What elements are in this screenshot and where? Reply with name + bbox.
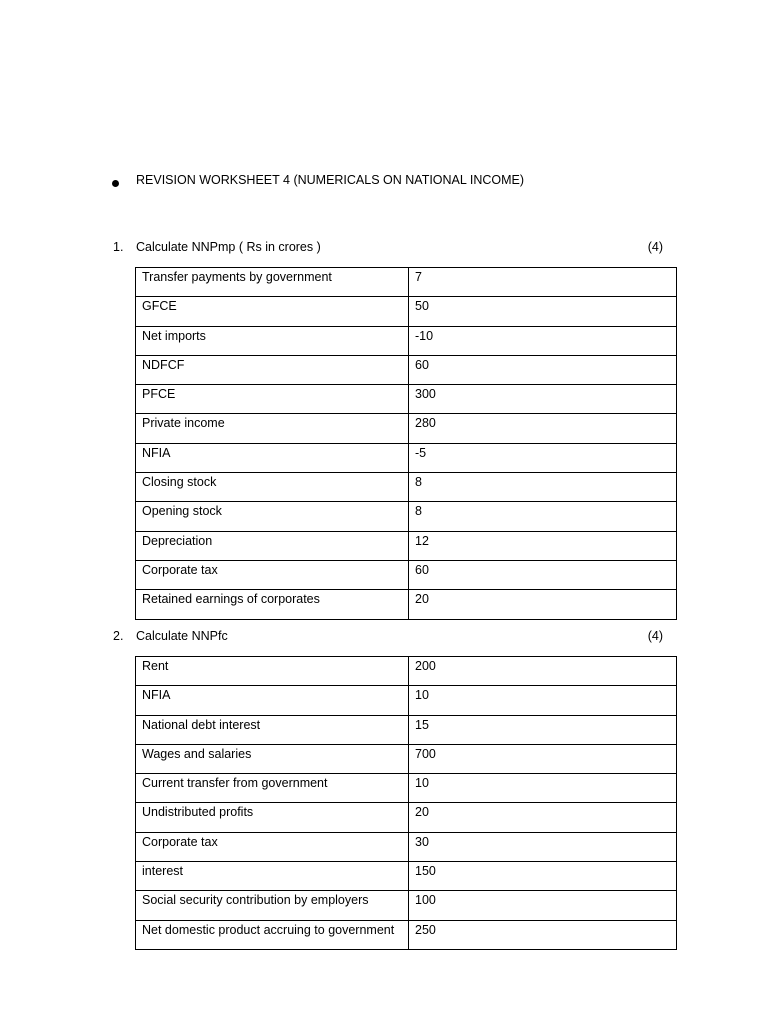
table-row — [136, 657, 677, 686]
item-value: 20 — [409, 803, 677, 832]
item-value: 10 — [409, 686, 677, 715]
item-label: Current transfer from government — [136, 774, 409, 803]
worksheet-title: REVISION WORKSHEET 4 (NUMERICALS ON NATIONAL INCOME) — [136, 173, 525, 187]
table-row — [136, 297, 677, 326]
item-label: PFCE — [136, 385, 409, 414]
question-2-table — [135, 656, 677, 950]
item-label: Closing stock — [136, 473, 409, 502]
item-label: Depreciation — [136, 531, 409, 560]
item-label: Net imports — [136, 326, 409, 355]
item-label: Corporate tax — [136, 832, 409, 861]
item-value: -5 — [409, 443, 677, 472]
item-label: GFCE — [136, 297, 409, 326]
table-row — [136, 774, 677, 803]
question-marks: (4) — [647, 240, 663, 254]
item-label: Opening stock — [136, 502, 409, 531]
item-label: NFIA — [136, 686, 409, 715]
item-value: 250 — [409, 920, 677, 949]
question-text: Calculate NNPfc — [136, 629, 228, 643]
table-row — [136, 686, 677, 715]
table-row — [136, 531, 677, 560]
question-marks: (4) — [647, 629, 663, 643]
item-label: NDFCF — [136, 355, 409, 384]
item-label: interest — [136, 862, 409, 891]
item-value: 8 — [409, 502, 677, 531]
item-value: 7 — [409, 268, 677, 297]
table-row — [136, 590, 677, 619]
item-label: Private income — [136, 414, 409, 443]
table-row — [136, 385, 677, 414]
question-number: 2. — [113, 629, 124, 643]
table-row — [136, 355, 677, 384]
item-value: 15 — [409, 715, 677, 744]
table-row — [136, 744, 677, 773]
item-value: 700 — [409, 744, 677, 773]
table-row — [136, 862, 677, 891]
item-label: Corporate tax — [136, 560, 409, 589]
table-row — [136, 502, 677, 531]
item-value: 10 — [409, 774, 677, 803]
item-label: Social security contribution by employers — [136, 891, 409, 920]
item-value: 100 — [409, 891, 677, 920]
item-value: -10 — [409, 326, 677, 355]
item-label: Wages and salaries — [136, 744, 409, 773]
table-row — [136, 473, 677, 502]
item-value: 30 — [409, 832, 677, 861]
question-1-table — [135, 267, 677, 620]
item-value: 60 — [409, 355, 677, 384]
table-row — [136, 443, 677, 472]
table-row — [136, 803, 677, 832]
table-row — [136, 715, 677, 744]
item-label: National debt interest — [136, 715, 409, 744]
question-number: 1. — [113, 240, 124, 254]
item-value: 60 — [409, 560, 677, 589]
table-row — [136, 832, 677, 861]
item-value: 280 — [409, 414, 677, 443]
table-row — [136, 414, 677, 443]
item-label: Transfer payments by government — [136, 268, 409, 297]
item-value: 50 — [409, 297, 677, 326]
item-value: 150 — [409, 862, 677, 891]
bullet-icon — [112, 180, 119, 187]
item-value: 300 — [409, 385, 677, 414]
question-text: Calculate NNPmp ( Rs in crores ) — [136, 240, 321, 254]
table-row — [136, 891, 677, 920]
item-value: 12 — [409, 531, 677, 560]
item-value: 200 — [409, 657, 677, 686]
item-value: 8 — [409, 473, 677, 502]
item-label: Undistributed profits — [136, 803, 409, 832]
item-value: 20 — [409, 590, 677, 619]
table-row — [136, 560, 677, 589]
item-label: Retained earnings of corporates — [136, 590, 409, 619]
item-label: Rent — [136, 657, 409, 686]
item-label: Net domestic product accruing to government — [136, 920, 409, 949]
worksheet-heading — [112, 173, 525, 187]
item-label: NFIA — [136, 443, 409, 472]
table-row — [136, 268, 677, 297]
table-row — [136, 326, 677, 355]
table-row — [136, 920, 677, 949]
